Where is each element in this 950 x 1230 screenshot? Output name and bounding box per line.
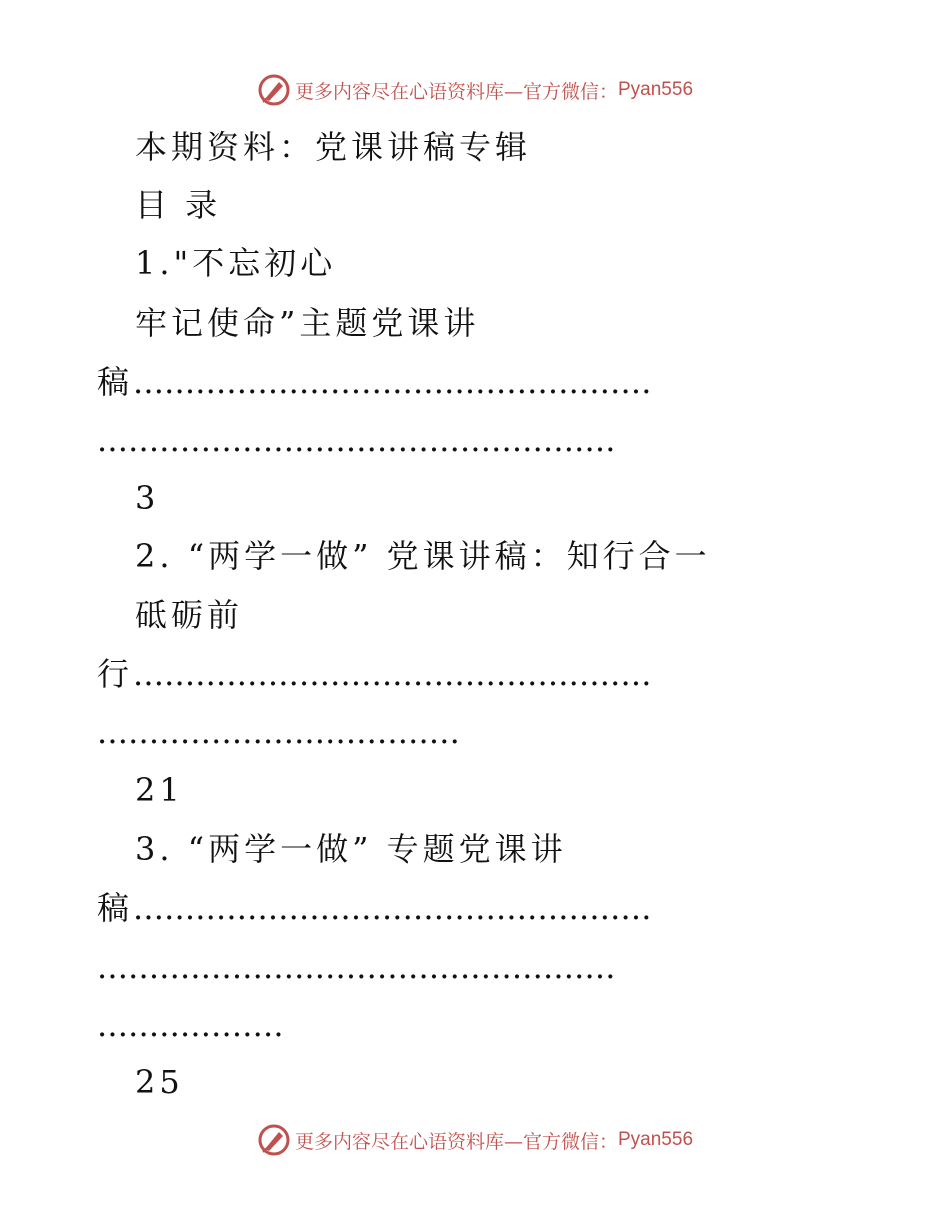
- banner-wechat-id: Pyan556: [618, 79, 694, 100]
- toc-entry-3-page: 25: [135, 1063, 184, 1101]
- toc-entry-3-line1: 3. “两学一做” 专题党课讲: [135, 830, 567, 868]
- footer-banner: [0, 1120, 950, 1160]
- dot-leader: ..................................................: [133, 889, 652, 927]
- toc-entry-3-lead: 稿: [97, 889, 134, 927]
- dot-leader: ..................................................: [97, 948, 616, 986]
- toc-entry-2-lead: 行: [97, 655, 134, 693]
- toc-entry-1-line1: 1."不忘初心: [135, 244, 337, 282]
- dot-leader: ..................................................: [133, 363, 652, 401]
- toc-entry-1-line2: 牢记使命”主题党课讲: [135, 304, 480, 342]
- dot-leader: ...................................: [97, 713, 461, 751]
- toc-entry-2-line2: 砥砺前: [135, 596, 244, 634]
- toc-entry-2-page: 21: [135, 771, 184, 809]
- dot-leader: ..................................................: [133, 655, 652, 693]
- toc-entry-1-page: 3: [135, 479, 160, 517]
- pen-logo-icon: [257, 73, 291, 107]
- doc-title: 本期资料：党课讲稿专辑: [135, 128, 532, 166]
- banner-text: 更多内容尽在心语资料库—官方微信：: [294, 1130, 618, 1153]
- dot-leader: ..................: [97, 1006, 284, 1044]
- toc-entry-3-leader: [97, 888, 652, 928]
- banner-text: 更多内容尽在心语资料库—官方微信：: [294, 80, 618, 103]
- toc-heading: 目 录: [135, 186, 222, 224]
- header-banner: [0, 70, 950, 110]
- toc-entry-1-leader: [97, 362, 652, 402]
- pen-logo-icon: [257, 1123, 291, 1157]
- toc-entry-2-leader: [97, 654, 652, 694]
- dot-leader: ..................................................: [97, 421, 616, 459]
- toc-entry-1-lead: 稿: [97, 363, 134, 401]
- toc-entry-2-line1: 2. “两学一做” 党课讲稿：知行合一: [135, 537, 711, 575]
- banner-wechat-id: Pyan556: [618, 1129, 694, 1150]
